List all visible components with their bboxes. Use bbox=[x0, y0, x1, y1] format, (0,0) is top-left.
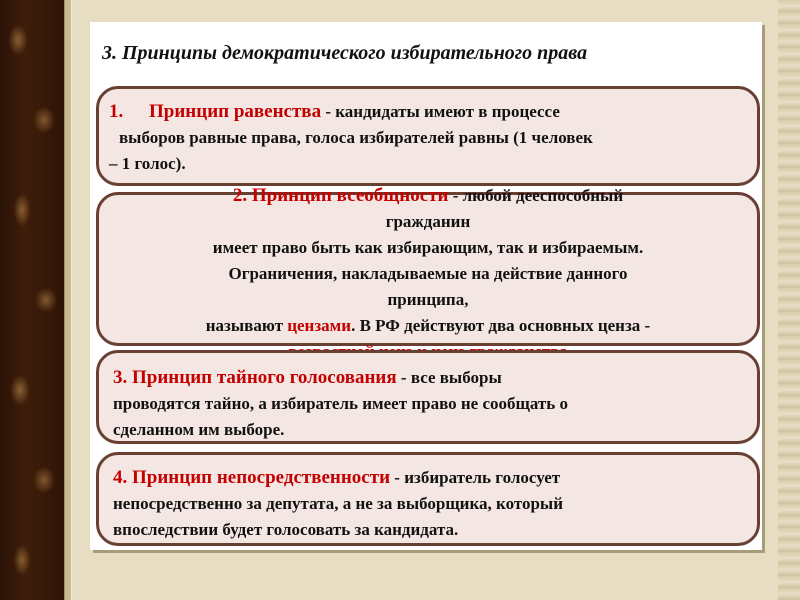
principle-census-line bbox=[113, 313, 743, 339]
decorative-divider bbox=[64, 0, 72, 600]
census-term: цензами bbox=[287, 316, 352, 335]
principle-text: гражданин bbox=[385, 212, 471, 231]
principle-text: проводятся тайно, а избиратель имеет право не сообщать о bbox=[113, 394, 569, 413]
principle-directness-box bbox=[96, 452, 760, 546]
principle-text: называют bbox=[205, 316, 288, 335]
decorative-left-strip bbox=[0, 0, 64, 600]
principle-secret-ballot-box bbox=[96, 350, 760, 444]
principle-text: - избиратель голосует bbox=[390, 468, 561, 487]
principle-heading: 3. Принцип тайного голосования bbox=[113, 367, 397, 388]
principle-universality-line-1 bbox=[113, 183, 743, 209]
principle-directness-line-1 bbox=[113, 465, 743, 491]
principle-text: . В РФ действуют два основных ценза - bbox=[351, 316, 651, 335]
principle-text: принципа, bbox=[387, 290, 469, 309]
principle-text: имеет право быть как избирающим, так и избираемым. bbox=[212, 238, 644, 257]
principle-text: - кандидаты имеют в процессе bbox=[321, 102, 560, 121]
principle-number: 1. bbox=[109, 101, 124, 122]
principle-text: впоследствии будет голосовать за кандидата. bbox=[113, 520, 459, 539]
principle-text: - все выборы bbox=[396, 368, 502, 387]
principle-text: - любой дееспособный bbox=[448, 186, 624, 205]
principle-text: выборов равные права, голоса избирателей равны (1 человек bbox=[119, 128, 593, 147]
principle-text: сделанном им выборе. bbox=[113, 420, 285, 439]
principle-heading: 4. Принцип непосредственности bbox=[113, 467, 391, 488]
principle-equality-box bbox=[96, 86, 760, 186]
principle-text: Ограничения, накладываемые на действие данного bbox=[228, 264, 628, 283]
principle-text: непосредственно за депутата, а не за выборщика, который bbox=[113, 494, 564, 513]
principle-secret-line-1 bbox=[113, 365, 743, 391]
principle-text: – 1 голос). bbox=[109, 154, 186, 173]
principle-heading: 2. Принцип всеобщности bbox=[232, 185, 449, 206]
slide-title: 3. Принципы демократического избирательного права bbox=[102, 42, 588, 64]
principle-universality-box bbox=[96, 185, 760, 346]
decorative-right-strip bbox=[778, 0, 800, 600]
principle-heading: Принцип равенства bbox=[149, 101, 322, 122]
principle-equality-line-1 bbox=[109, 99, 747, 125]
